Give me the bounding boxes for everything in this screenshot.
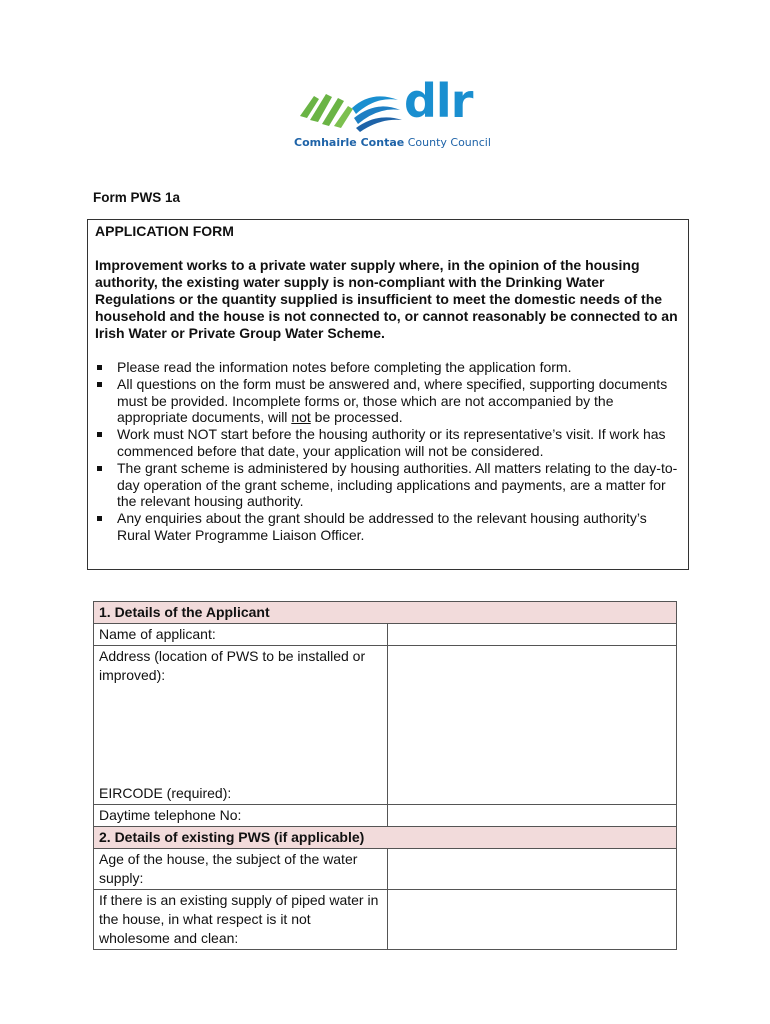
application-form-title: APPLICATION FORM [95,223,234,239]
house-age-label: Age of the house, the subject of the water supply: [94,849,388,890]
existing-supply-field[interactable] [388,890,677,950]
name-field[interactable] [388,624,677,646]
table-row [94,624,677,646]
logo-dlr-text: dlr [404,74,473,128]
council-logo [292,74,491,152]
wave-logo-icon [292,86,404,136]
table-row [94,849,677,890]
table-row [94,646,677,805]
phone-label: Daytime telephone No: [94,805,388,827]
section-2-header [94,827,677,849]
table-row [94,805,677,827]
address-cell [94,646,388,805]
form-number: Form PWS 1a [93,190,181,205]
instructions-list [95,359,680,544]
house-age-field[interactable] [388,849,677,890]
section-1-header [94,602,677,624]
application-intro-box [87,219,689,570]
list-item: Please read the information notes before completing the application form. [95,359,680,376]
address-field[interactable] [388,646,677,805]
phone-field[interactable] [388,805,677,827]
address-label: Address (location of PWS to be installed or improved): [99,648,366,683]
section-heading: 2. Details of existing PWS (if applicable) [94,827,677,849]
list-item: All questions on the form must be answered and, where specified, supporting documents must be provided. Incomplete forms or, those which are not accompanied by the appropriate documents, will not be processed. [95,376,680,426]
name-label: Name of applicant: [94,624,388,646]
section-heading: 1. Details of the Applicant [94,602,677,624]
logo-subtitle: Comhairle Contae County Council [294,136,491,149]
list-item: Any enquiries about the grant should be addressed to the relevant housing authority’s Rural Water Programme Liaison Officer. [95,510,680,544]
table-row [94,890,677,950]
existing-supply-label: If there is an existing supply of piped water in the house, in what respect is it not wholesome and clean: [94,890,388,950]
eircode-label: EIRCODE (required): [99,785,232,801]
list-item: The grant scheme is administered by housing authorities. All matters relating to the day-to-day operation of the grant scheme, including applications and payments, are a matter for the relevant housing authority. [95,460,680,510]
scheme-description: Improvement works to a private water supply where, in the opinion of the housing authority, the existing water supply is non-compliant with the Drinking Water Regulations or the quantity supplied is insufficient to meet the domestic needs of the household and the house is not connected to, or cannot reasonably be connected to an Irish Water or Private Group Water Scheme. [95,257,678,341]
list-item: Work must NOT start before the housing authority or its representative’s visit. If work has commenced before that date, your application will not be considered. [95,426,680,460]
applicant-details-table [93,601,677,950]
